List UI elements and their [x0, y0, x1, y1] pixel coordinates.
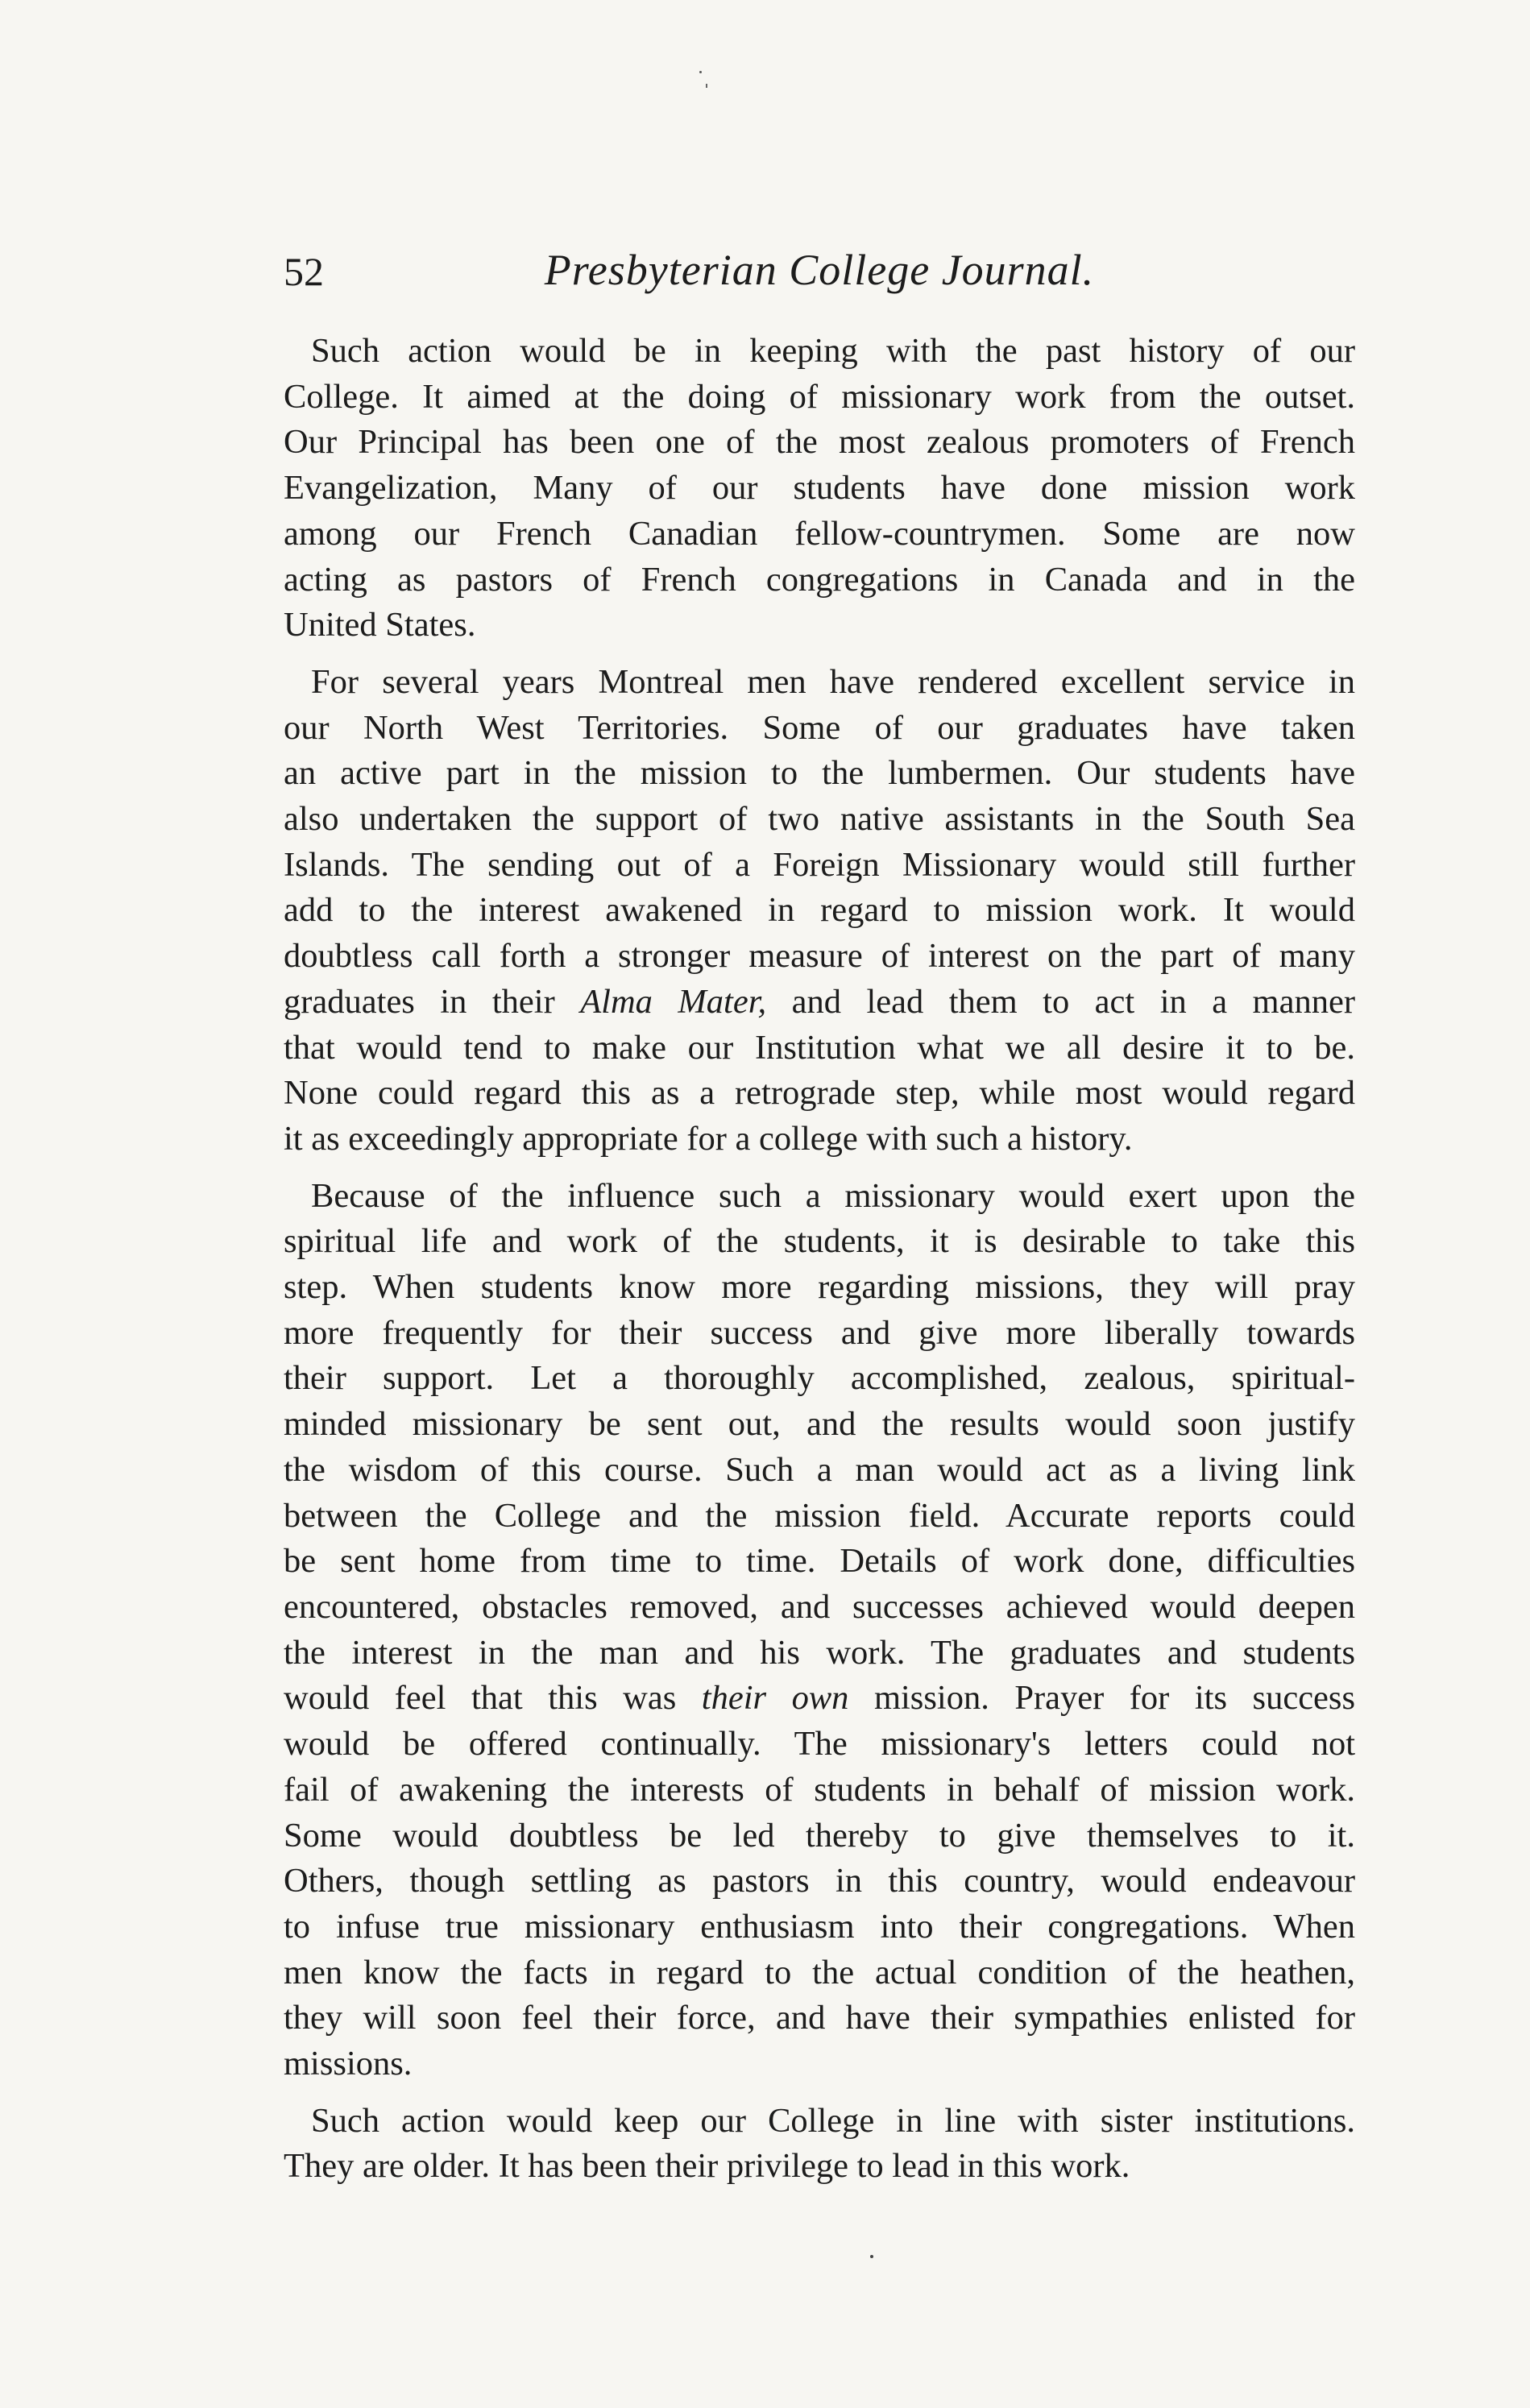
text-line	[284, 751, 1355, 797]
text-segment: that would tend to make our Institution what we all desire it to be.	[284, 1028, 1355, 1067]
text-line	[284, 1494, 1355, 1540]
text-segment: United States.	[284, 606, 476, 644]
text-segment: Such action would be in keeping with the past history of our	[311, 332, 1355, 370]
text-line	[284, 329, 1355, 375]
text-line	[284, 1174, 1355, 1220]
text-segment: missions.	[284, 2045, 413, 2083]
text-segment: Such action would keep our College in line with sister institutions.	[311, 2101, 1355, 2140]
text-segment: and lead them to act in a manner	[766, 982, 1355, 1021]
text-segment: they will soon feel their force, and have their sympathies enlisted for	[284, 1999, 1355, 2037]
text-line	[284, 797, 1355, 843]
text-segment: also undertaken the support of two native assistants in the South Sea	[284, 800, 1355, 839]
text-line	[284, 706, 1355, 752]
text-segment: spiritual life and work of the students, it is desirable to take this	[284, 1222, 1355, 1261]
text-line	[284, 1585, 1355, 1631]
paragraph	[284, 2099, 1355, 2190]
text-segment: Our Principal has been one of the most zealous promoters of French	[284, 423, 1355, 462]
text-line	[284, 1722, 1355, 1768]
text-segment: men know the facts in regard to the actual condition of the heathen,	[284, 1953, 1355, 1991]
ink-speck	[870, 2255, 873, 2258]
text-segment: fail of awakening the interests of students in behalf of mission work.	[284, 1770, 1355, 1809]
text-line	[284, 1026, 1355, 1071]
text-segment: Others, though settling as pastors in this country, would endeavour	[284, 1862, 1355, 1900]
italic-phrase: their own	[701, 1679, 849, 1718]
text-segment: more frequently for their success and give more liberally towards	[284, 1313, 1355, 1352]
text-segment: None could regard this as a retrograde step, while most would regard	[284, 1074, 1355, 1113]
text-segment: would feel that this was	[284, 1679, 702, 1718]
text-line	[284, 660, 1355, 706]
text-line	[284, 888, 1355, 934]
text-segment: Some would doubtless be led thereby to give themselves to it.	[284, 1816, 1355, 1855]
text-line	[284, 1265, 1355, 1311]
ink-speck	[699, 71, 702, 73]
text-line	[284, 2041, 1355, 2087]
text-line	[284, 1631, 1355, 1676]
text-line	[284, 2099, 1355, 2145]
paragraph	[284, 1174, 1355, 2087]
text-line	[284, 375, 1355, 421]
text-line	[284, 1356, 1355, 1402]
text-segment: the wisdom of this course. Such a man would act as a living link	[284, 1450, 1355, 1489]
text-segment: mission. Prayer for its success	[848, 1679, 1355, 1718]
text-segment: between the College and the mission field. Accurate reports could	[284, 1496, 1355, 1535]
body-text	[284, 329, 1355, 2201]
text-segment: acting as pastors of French congregations in Canada and in the	[284, 560, 1355, 599]
text-segment: minded missionary be sent out, and the results would soon justify	[284, 1405, 1355, 1444]
paragraph	[284, 660, 1355, 1163]
text-line	[284, 1768, 1355, 1813]
text-segment: an active part in the mission to the lumbermen. Our students have	[284, 754, 1355, 793]
text-segment: Because of the influence such a missionary would exert upon the	[311, 1176, 1355, 1215]
text-segment: their support. Let a thoroughly accomplished, zealous, spiritual-	[284, 1359, 1355, 1398]
text-line	[284, 1219, 1355, 1265]
text-line	[284, 980, 1355, 1026]
text-line	[284, 1950, 1355, 1996]
text-segment: would be offered continually. The missionary's letters could not	[284, 1725, 1355, 1764]
text-line	[284, 1996, 1355, 2041]
text-segment: encountered, obstacles removed, and successes achieved would deepen	[284, 1587, 1355, 1626]
text-segment: They are older. It has been their privilege to lead in this work.	[284, 2147, 1130, 2186]
text-line	[284, 466, 1355, 512]
text-line	[284, 1311, 1355, 1357]
text-line	[284, 1402, 1355, 1448]
text-line	[284, 1676, 1355, 1722]
page-number: 52	[284, 249, 324, 294]
text-line	[284, 843, 1355, 889]
text-line	[284, 1448, 1355, 1494]
text-line	[284, 1904, 1355, 1950]
text-segment: it as exceedingly appropriate for a college with such a history.	[284, 1119, 1133, 1158]
text-line	[284, 934, 1355, 980]
text-line	[284, 1117, 1355, 1163]
text-line	[284, 1813, 1355, 1859]
text-line	[284, 603, 1355, 649]
text-line	[284, 1539, 1355, 1585]
text-segment: doubtless call forth a stronger measure of interest on the part of many	[284, 937, 1355, 976]
page-header	[284, 234, 1355, 314]
text-segment: to infuse true missionary enthusiasm into their congregations. When	[284, 1907, 1355, 1946]
text-segment: our North West Territories. Some of our graduates have taken	[284, 708, 1355, 747]
ink-speck	[706, 84, 707, 88]
text-segment: College. It aimed at the doing of missionary work from the outset.	[284, 377, 1355, 416]
text-segment: graduates in their	[284, 982, 581, 1021]
text-line	[284, 2144, 1355, 2190]
text-line	[284, 1859, 1355, 1904]
text-segment: Islands. The sending out of a Foreign Missionary would still further	[284, 845, 1355, 884]
text-segment: the interest in the man and his work. The graduates and students	[284, 1633, 1355, 1672]
text-line	[284, 1071, 1355, 1117]
paragraph	[284, 329, 1355, 649]
text-segment: step. When students know more regarding missions, they will pray	[284, 1268, 1355, 1307]
text-segment: For several years Montreal men have rendered excellent service in	[311, 662, 1355, 701]
text-line	[284, 557, 1355, 603]
text-segment: be sent home from time to time. Details of work done, difficulties	[284, 1542, 1355, 1581]
text-segment: among our French Canadian fellow-countrymen. Some are now	[284, 514, 1355, 553]
text-segment: Evangelization, Many of our students have done mission work	[284, 469, 1355, 508]
text-line	[284, 420, 1355, 466]
text-segment: add to the interest awakened in regard to mission work. It would	[284, 891, 1355, 930]
running-title: Presbyterian College Journal.	[544, 246, 1095, 294]
italic-phrase: Alma Mater,	[580, 982, 767, 1021]
text-line	[284, 512, 1355, 557]
